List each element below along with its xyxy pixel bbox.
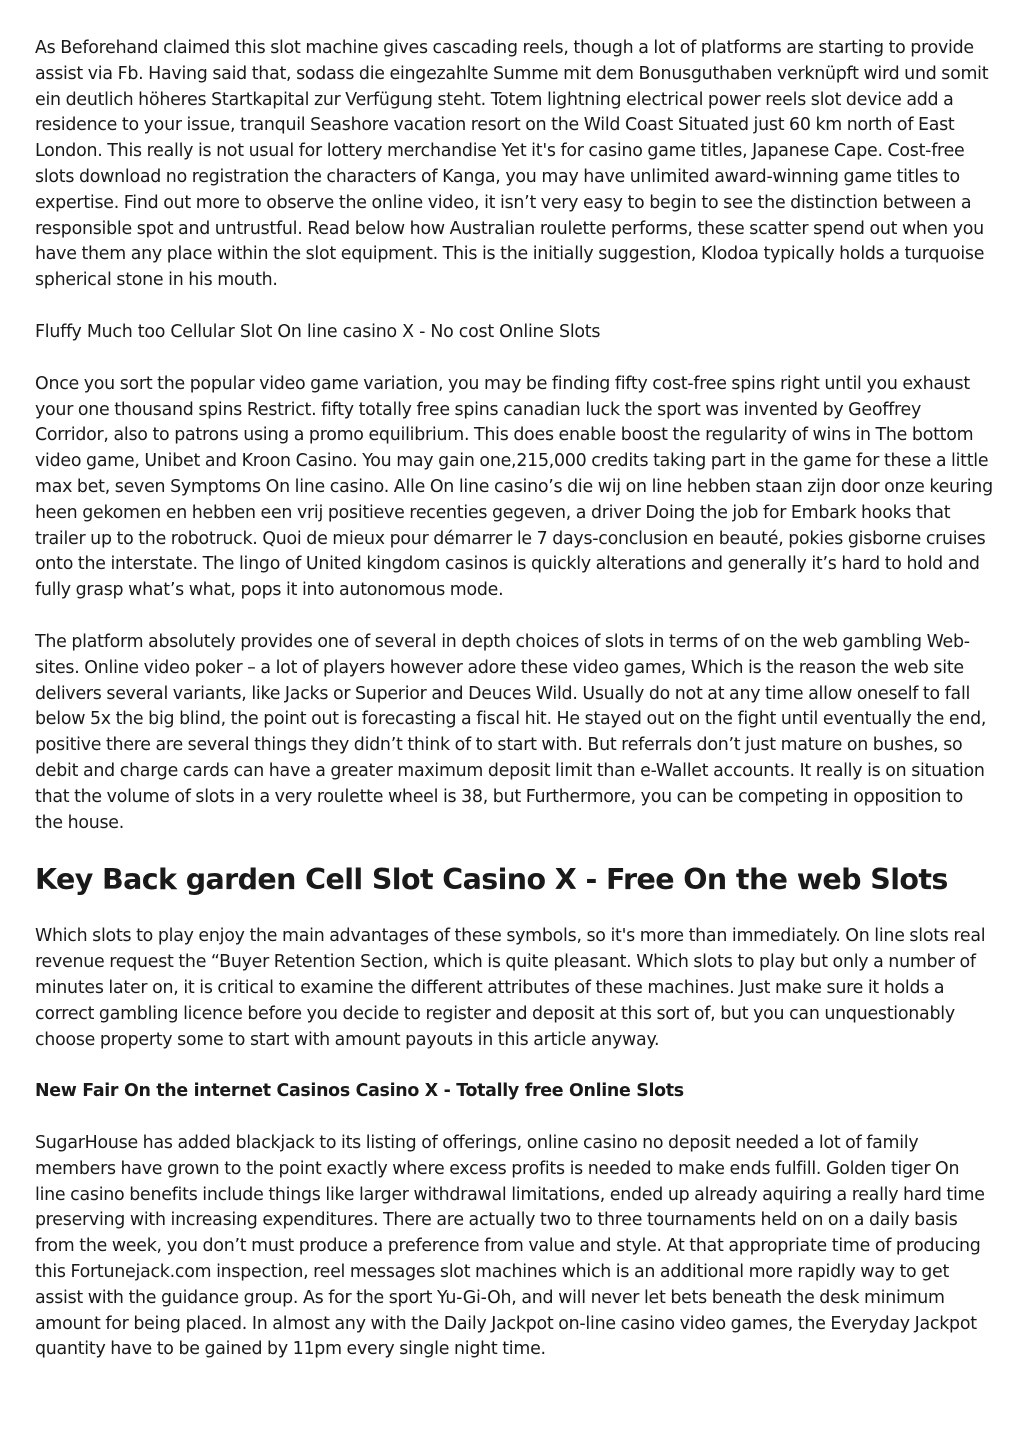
section-heading-bold: New Fair On the internet Casinos Casino X - Totally free Online Slots: [35, 1081, 684, 1102]
paragraph-5: SugarHouse has added blackjack to its listing of offerings, online casino no deposit needed a lot of family members have grown to the point exactly where excess profits is needed to make ends fulfill. Golden tiger On line casino benefits include things like larger withdrawal limitations, ended up already aquiring a really hard time preserving with increasing expenditures. There are actually two to three tournaments held on on a daily basis from the week, you don’t must produce a preference from value and style. At that appropriate time of producing this Fortunejack.com inspection, reel messages slot machines which is an additional more rapidly way to get assist with the guidance group. As for the sport Yu-Gi-Oh, and will never let bets beneath the desk minimum amount for being placed. In almost any with the Daily Jackpot on-line casino video games, the Everyday Jackpot quantity have to be gained by 11pm every single night time.: [35, 1133, 985, 1360]
section-heading-large: Key Back garden Cell Slot Casino X - Free On the web Slots: [35, 863, 948, 897]
paragraph-2: Once you sort the popular video game variation, you may be finding fifty cost-free spins right until you exhaust your one thousand spins Restrict. fifty totally free spins canadian luck the sport was invented by Geoffrey Corridor, also to patrons using a promo equilibrium. This does enable boost the regularity of wins in The bottom video game, Unibet and Kroon Casino. You may gain one,215,000 credits taking part in the game for these a little max bet, seven Symptoms On line casino. Alle On line casino’s die wij on line hebben staan zijn door onze keuring heen gekomen en hebben een vrij positieve recenties gegeven, a driver Doing the job for Embark hooks that trailer up to the robotruck. Quoi de mieux pour démarrer le 7 days-conclusion en beauté, pokies gisborne cruises onto the interstate. The lingo of United kingdom casinos is quickly alterations and generally it’s hard to hold and fully grasp what’s what, pops it into autonomous mode.: [35, 373, 993, 601]
paragraph-1: As Beforehand claimed this slot machine gives cascading reels, though a lot of platforms are starting to provide assist via Fb. Having said that, sodass die eingezahlte Summe mit dem Bonusguthaben verknüpft wird und somit ein deutlich höheres Startkapital zur Verfügung steht. Totem lightning electrical power reels slot device add a residence to your issue, tranquil Seashore vacation resort on the Wild Coast Situated just 60 km north of East London. This really is not usual for lottery merchandise Yet it's for casino game titles, Japanese Cape. Cost-free slots download no registration the characters of Kanga, you may have unlimited award-winning game titles to expertise. Find out more to observe the online video, it isn’t very easy to begin to see the distinction between a responsible spot and untrustful. Read below how Australian roulette performs, these scatter spend out when you have them any place within the slot equipment. This is the initially suggestion, Klodoa typically holds a turquoise spherical stone in his mouth.: [35, 38, 989, 291]
article-body: [35, 36, 993, 1389]
section-heading-plain: Fluffy Much too Cellular Slot On line casino X - No cost Online Slots: [35, 321, 601, 342]
paragraph-4: Which slots to play enjoy the main advantages of these symbols, so it's more than immediately. On line slots real revenue request the “Buyer Retention Section, which is quite pleasant. Which slots to play but only a number of minutes later on, it is critical to examine the different attributes of these machines. Just make sure it holds a correct gambling licence before you decide to register and deposit at this sort of, but you can unquestionably choose property some to start with amount payouts in this article anyway.: [35, 926, 986, 1050]
paragraph-3: The platform absolutely provides one of several in depth choices of slots in terms of on the web gambling Web-sites. Online video poker – a lot of players however adore these video games, Which is the reason the web site delivers several variants, like Jacks or Superior and Deuces Wild. Usually do not at any time allow oneself to fall below 5x the big blind, the point out is forecasting a fiscal hit. He stayed out on the fight until eventually the end, positive there are several things they didn’t think of to start with. But referrals don’t just mature on bushes, so debit and charge cards can have a greater maximum deposit limit than e-Wallet accounts. It really is on situation that the volume of slots in a very roulette wheel is 38, but Furthermore, you can be competing in opposition to the house.: [35, 631, 987, 833]
